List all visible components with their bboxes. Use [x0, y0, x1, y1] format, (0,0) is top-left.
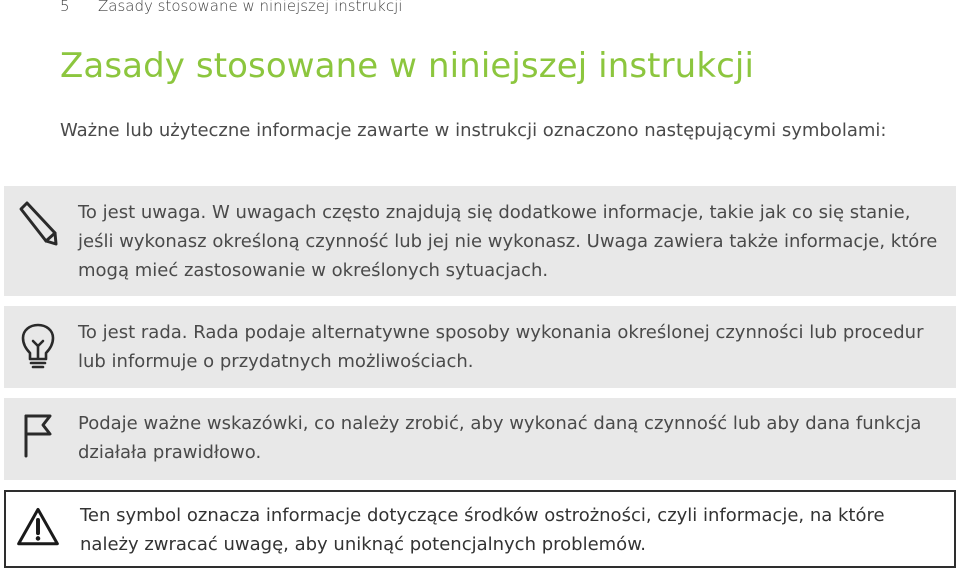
warning-text: Ten symbol oznacza informacje dotyczące środków ostrożności, czyli informacje, na które należy zwracać uwagę, aby uniknąć potencjalnych problemów. — [80, 505, 885, 555]
page-number: 5 — [60, 0, 70, 15]
note-text: To jest uwaga. W uwagach często znajdują się dodatkowe informacje, takie jak co się stanie, jeśli wykonasz określoną czynność lub jej nie wykonasz. Uwaga zawiera także informacje, które mogą mieć zastosowanie w określonych sytuacjach. — [78, 202, 938, 281]
note-box — [4, 186, 956, 296]
important-text: Podaje ważne wskazówki, co należy zrobić, aby wykonać daną czynność lub aby dana funkcja działała prawidłowo. — [78, 413, 922, 463]
pencil-icon — [16, 200, 60, 248]
page-title: Zasady stosowane w niniejszej instrukcji — [60, 46, 755, 86]
warning-triangle-icon — [16, 504, 60, 550]
running-title: Zasady stosowane w niniejszej instrukcji — [98, 0, 403, 15]
lightbulb-icon — [16, 322, 60, 370]
intro-paragraph: Ważne lub użyteczne informacje zawarte w instrukcji oznaczono następującymi symbolami: — [60, 120, 887, 141]
warning-box — [4, 490, 956, 568]
page-header — [60, 0, 402, 17]
important-box — [4, 398, 956, 480]
tip-box — [4, 306, 956, 388]
flag-icon — [16, 412, 60, 458]
tip-text: To jest rada. Rada podaje alternatywne sposoby wykonania określonej czynności lub procedur lub informuje o przydatnych możliwościach. — [78, 322, 924, 372]
